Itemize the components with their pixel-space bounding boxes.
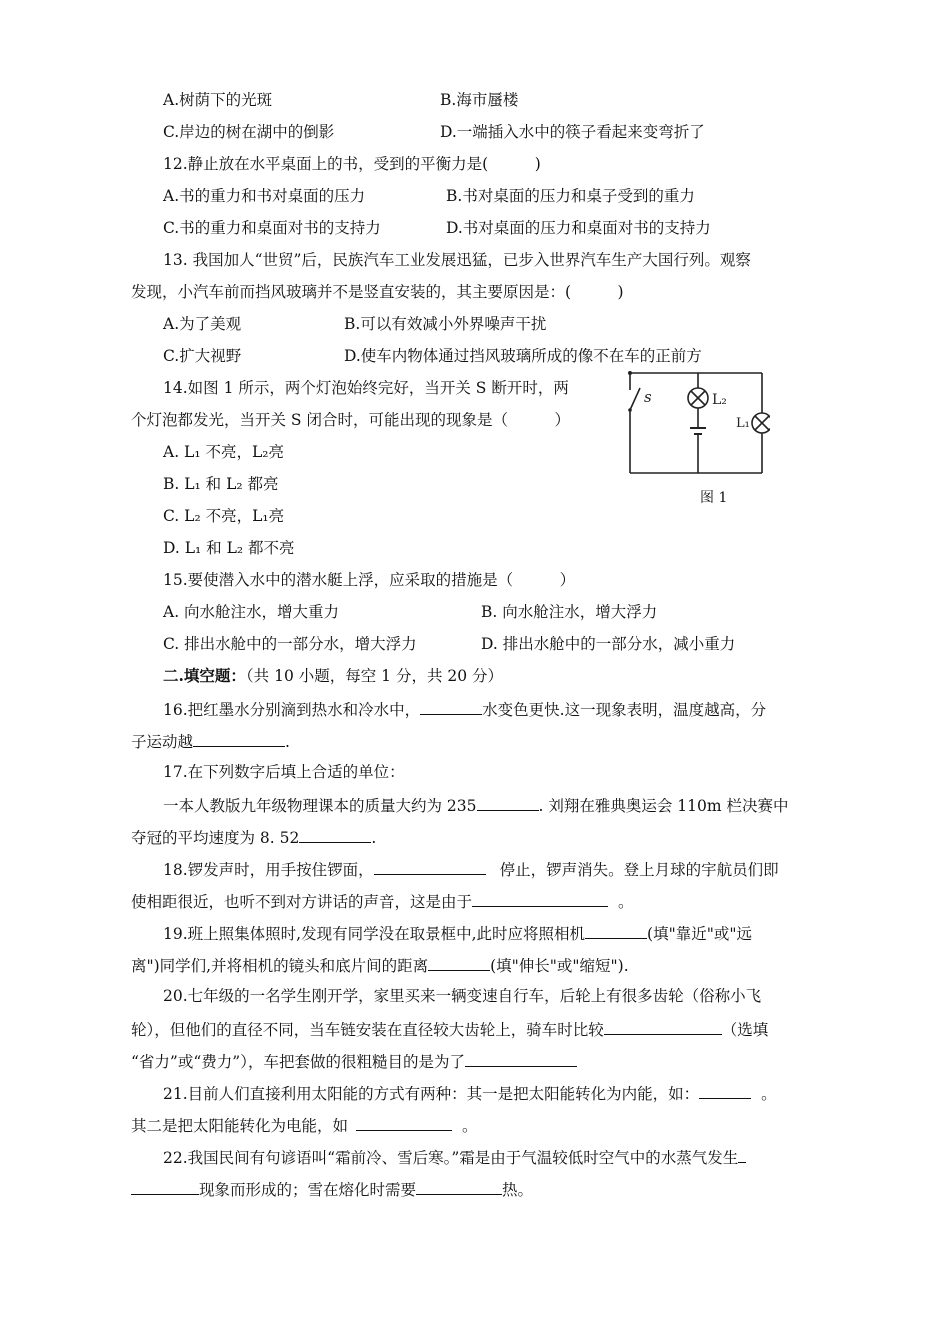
q14-option-b: B. L₁ 和 L₂ 都亮 xyxy=(163,475,279,493)
q20-text-4: “省力”或“费力”），车把套做的很粗糙目的是为了 xyxy=(131,1053,465,1071)
q12-stem: 12.静止放在水平桌面上的书，受到的平衡力是( ) xyxy=(163,155,541,173)
q15-stem: 15.要使潜入水中的潜水艇上浮，应采取的措施是（ ） xyxy=(163,571,576,589)
q16-text-2: 水变色更快.这一现象表明，温度越高，分 xyxy=(482,701,767,719)
lamp1-label: L₁ xyxy=(736,416,750,431)
q13-option-a: A.为了美观 xyxy=(163,315,242,333)
q16-line2 xyxy=(131,730,290,752)
q22-line1 xyxy=(163,1146,746,1168)
q13-option-c: C.扩大视野 xyxy=(163,347,242,365)
q12-option-c: C.书的重力和桌面对书的支持力 xyxy=(163,219,381,237)
circuit-diagram xyxy=(620,364,770,514)
q22-blank-1b[interactable] xyxy=(131,1178,199,1195)
q12-option-d: D.书对桌面的压力和桌面对书的支持力 xyxy=(446,219,711,237)
q20-text-3: （选填 xyxy=(721,1021,769,1039)
q17-line1 xyxy=(163,794,789,816)
q22-text-1: 22.我国民间有句谚语叫“霜前冷、雪后寒。”霜是由于气温较低时空气中的水蒸气发生 xyxy=(163,1149,739,1167)
q18-text-1: 18.锣发声时，用手按住锣面， xyxy=(163,861,374,879)
q18-text-4: 。 xyxy=(618,893,634,911)
q16-text-4: . xyxy=(285,733,290,751)
q11-option-b: B.海市蜃楼 xyxy=(440,91,519,109)
q22-line2 xyxy=(131,1178,533,1200)
q13-option-d: D.使车内物体通过挡风玻璃所成的像不在车的正前方 xyxy=(344,347,702,365)
section-title: 二.填空题： xyxy=(163,666,246,685)
q17-blank-1[interactable] xyxy=(477,794,539,811)
figure-caption: 图 1 xyxy=(700,490,728,506)
q14-option-a: A. L₁ 不亮，L₂亮 xyxy=(163,443,284,461)
q21-blank-2[interactable] xyxy=(356,1114,452,1131)
q22-blank-2[interactable] xyxy=(416,1178,502,1195)
q20-blank-1[interactable] xyxy=(604,1018,722,1035)
q14-option-d: D. L₁ 和 L₂ 都不亮 xyxy=(163,539,295,557)
q18-blank-2[interactable] xyxy=(472,890,608,907)
q21-text-3: 其二是把太阳能转化为电能，如 xyxy=(131,1117,349,1135)
q17-text-1: 一本人教版九年级物理课本的质量大约为 235 xyxy=(163,797,477,815)
q21-blank-1[interactable] xyxy=(699,1082,751,1099)
q19-line1 xyxy=(163,922,752,944)
q16-text-3: 子运动越 xyxy=(131,733,194,751)
q17-blank-2[interactable] xyxy=(299,826,371,843)
q16-blank-2[interactable] xyxy=(193,730,285,747)
q20-text-2: 轮），但他们的直径不同，当车链安装在直径较大齿轮上，骑车时比较 xyxy=(131,1021,604,1039)
q12-option-a: A.书的重力和书对桌面的压力 xyxy=(163,187,366,205)
q22-text-2: 现象而形成的；雪在熔化时需要 xyxy=(199,1181,417,1199)
q14-stem-line2: 个灯泡都发光，当开关 S 闭合时，可能出现的现象是（ ） xyxy=(131,411,570,429)
section-heading xyxy=(163,666,503,686)
q19-text-3: 离")同学们,并将相机的镜头和底片间的距离 xyxy=(131,957,429,975)
q20-blank-2[interactable] xyxy=(465,1050,577,1067)
q19-blank-2[interactable] xyxy=(428,954,490,971)
q11-option-c: C.岸边的树在湖中的倒影 xyxy=(163,123,335,141)
q19-line2 xyxy=(131,954,629,976)
q17-text-4: . xyxy=(371,829,377,847)
q18-line2 xyxy=(131,890,634,912)
q20-line1: 20.七年级的一名学生刚开学，家里买来一辆变速自行车，后轮上有很多齿轮（俗称小飞 xyxy=(163,987,762,1005)
q12-option-b: B.书对桌面的压力和桌子受到的重力 xyxy=(446,187,695,205)
q15-option-c: C. 排出水舱中的一部分水，增大浮力 xyxy=(163,635,417,653)
q17-stem: 17.在下列数字后填上合适的单位： xyxy=(163,763,405,781)
q19-text-1: 19.班上照集体照时,发现有同学没在取景框中,此时应将照相机 xyxy=(163,925,586,943)
section-note: （共 10 小题，每空 1 分，共 20 分） xyxy=(245,667,504,685)
q13-option-b: B.可以有效减小外界噪声干扰 xyxy=(344,315,547,333)
q11-option-d: D.一端插入水中的筷子看起来变弯折了 xyxy=(440,123,705,141)
q17-text-3: 夺冠的平均速度为 8. 52 xyxy=(131,829,300,847)
q15-option-a: A. 向水舱注水，增大重力 xyxy=(163,603,340,621)
q17-line2 xyxy=(131,826,376,848)
q15-option-b: B. 向水舱注水，增大浮力 xyxy=(481,603,658,621)
q13-stem-line1: 13. 我国加人“世贸”后，民族汽车工业发展迅猛，已步入世界汽车生产大国行列。观察 xyxy=(163,251,751,269)
q18-text-2: 停止，锣声消失。登上月球的宇航员们即 xyxy=(499,861,779,879)
switch-label: s xyxy=(644,388,652,406)
q16-text-1: 16.把红墨水分别滴到热水和冷水中， xyxy=(163,701,421,719)
q19-text-4: (填"伸长"或"缩短"). xyxy=(490,957,629,975)
q21-text-4: 。 xyxy=(462,1117,478,1135)
q21-line2 xyxy=(131,1114,478,1136)
q20-line2 xyxy=(131,1018,768,1040)
q13-stem-line2: 发现，小汽车前而挡风玻璃并不是竖直安装的，其主要原因是：( ) xyxy=(131,283,624,301)
q18-line1 xyxy=(163,858,779,880)
q14-stem-line1: 14.如图 1 所示，两个灯泡始终完好，当开关 S 断开时，两 xyxy=(163,379,569,397)
q21-text-2: 。 xyxy=(761,1085,777,1103)
q17-text-2: . 刘翔在雅典奥运会 110m 栏决赛中 xyxy=(538,797,789,815)
q22-text-3: 热。 xyxy=(502,1181,534,1199)
q19-blank-1[interactable] xyxy=(585,922,647,939)
q22-blank-1a[interactable] xyxy=(738,1146,746,1163)
q21-text-1: 21.目前人们直接利用太阳能的方式有两种：其一是把太阳能转化为内能，如： xyxy=(163,1085,700,1103)
q18-blank-1[interactable] xyxy=(374,858,486,875)
q14-option-c: C. L₂ 不亮，L₁亮 xyxy=(163,507,285,525)
q18-text-3: 使相距很近，也听不到对方讲话的声音，这是由于 xyxy=(131,893,473,911)
q15-option-d: D. 排出水舱中的一部分水，减小重力 xyxy=(481,635,736,653)
q16-line1 xyxy=(163,698,766,720)
q21-line1 xyxy=(163,1082,777,1104)
q20-line3 xyxy=(131,1050,577,1072)
q11-option-a: A.树荫下的光斑 xyxy=(163,91,273,109)
q16-blank-1[interactable] xyxy=(420,698,482,715)
q19-text-2: (填"靠近"或"远 xyxy=(647,925,752,943)
lamp2-label: L₂ xyxy=(712,392,727,408)
